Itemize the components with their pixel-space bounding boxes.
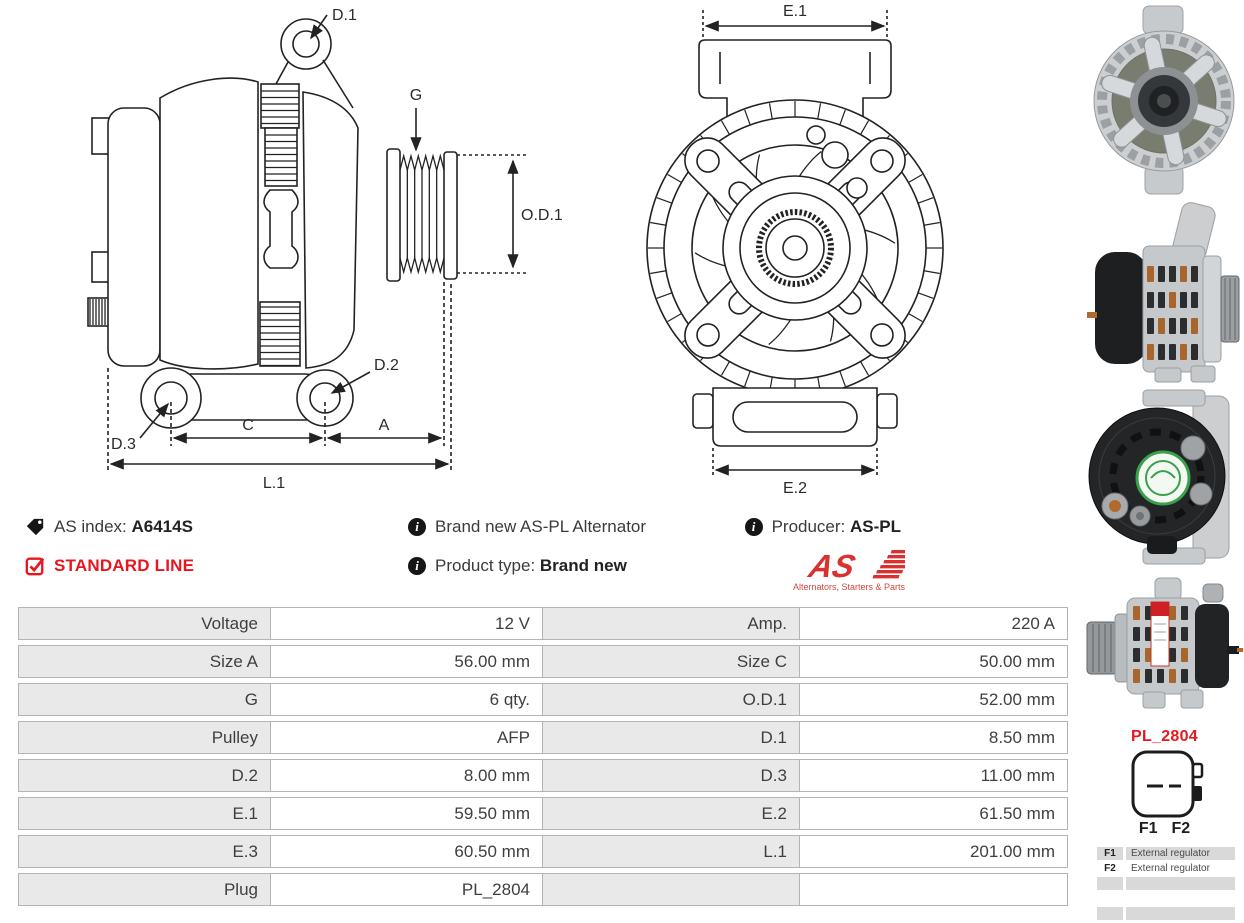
pin-f1-label: F1 — [1138, 820, 1158, 837]
spec-label-cell: D.2 — [18, 759, 271, 792]
info-icon: i — [408, 557, 426, 575]
spec-label-cell: Size A — [18, 645, 271, 678]
dim-label-d1: D.1 — [332, 7, 357, 24]
spec-label-cell: E.1 — [18, 797, 271, 830]
plug-name: PL_2804 — [1130, 728, 1199, 745]
spec-value-cell: 61.50 mm — [800, 797, 1068, 830]
spec-table — [18, 607, 1068, 911]
product-photo-side-label[interactable] — [1085, 572, 1244, 718]
checkbox-checked-icon — [25, 556, 45, 576]
legend-pin — [1097, 877, 1123, 890]
spec-label-cell: E.3 — [18, 835, 271, 868]
info-icon: i — [408, 518, 426, 536]
spec-value-cell: PL_2804 — [271, 873, 543, 906]
legend-row — [1097, 892, 1235, 905]
product-info-row — [0, 505, 1080, 605]
dim-label-d2: D.2 — [374, 357, 399, 374]
product-photo-front[interactable] — [1085, 2, 1244, 198]
legend-desc — [1126, 877, 1235, 890]
side-view-drawing — [8, 0, 568, 500]
legend-pin: F1 — [1097, 847, 1123, 860]
spec-label-cell — [543, 873, 800, 906]
table-row — [18, 759, 1068, 792]
spec-value-cell: 220 A — [800, 607, 1068, 640]
spec-value-cell: 6 qty. — [271, 683, 543, 716]
standard-line-badge: STANDARD LINE — [54, 556, 195, 575]
dim-label-c: C — [242, 417, 254, 434]
spec-value-cell: 8.00 mm — [271, 759, 543, 792]
spec-value-cell: 11.00 mm — [800, 759, 1068, 792]
dim-label-e2: E.2 — [782, 480, 808, 497]
dim-label-od1: O.D.1 — [521, 207, 563, 224]
table-row — [18, 721, 1068, 754]
spec-value-cell: 56.00 mm — [271, 645, 543, 678]
legend-row — [1097, 907, 1235, 920]
spec-value-cell: 52.00 mm — [800, 683, 1068, 716]
spec-label-cell: D.1 — [543, 721, 800, 754]
spec-label-cell: G — [18, 683, 271, 716]
table-row — [18, 835, 1068, 868]
table-row — [18, 797, 1068, 830]
spec-value-cell: 59.50 mm — [271, 797, 543, 830]
product-photos-column — [1085, 0, 1244, 923]
legend-pin — [1097, 892, 1123, 905]
dim-label-a: A — [378, 417, 390, 434]
spec-label-cell: Plug — [18, 873, 271, 906]
product-description: Brand new AS-PL Alternator — [435, 517, 647, 536]
as-index-label: AS index: — [54, 517, 127, 536]
spec-value-cell: 201.00 mm — [800, 835, 1068, 868]
table-row — [18, 873, 1068, 906]
table-row — [18, 607, 1068, 640]
legend-row — [1097, 877, 1235, 890]
connector-diagram — [1085, 748, 1244, 820]
product-type-value: Brand new — [539, 556, 627, 575]
table-row — [18, 645, 1068, 678]
producer-value: AS-PL — [850, 517, 901, 536]
spec-label-cell: E.2 — [543, 797, 800, 830]
spec-value-cell: 50.00 mm — [800, 645, 1068, 678]
pin-f2-label: F2 — [1171, 820, 1191, 837]
tag-icon — [25, 517, 45, 537]
producer-label: Producer: — [771, 517, 846, 536]
spec-label-cell: D.3 — [543, 759, 800, 792]
as-index-line — [54, 517, 193, 537]
spec-label-cell: Pulley — [18, 721, 271, 754]
dim-label-e1: E.1 — [782, 3, 808, 20]
spec-value-cell: 12 V — [271, 607, 543, 640]
spec-label-cell: O.D.1 — [543, 683, 800, 716]
spec-value-cell: 60.50 mm — [271, 835, 543, 868]
front-view-drawing — [630, 0, 960, 500]
spec-label-cell: Voltage — [18, 607, 271, 640]
legend-desc — [1126, 892, 1235, 905]
legend-desc: External regulator — [1126, 847, 1235, 860]
dim-label-l1: L.1 — [262, 475, 286, 492]
producer-line — [772, 517, 901, 537]
table-row — [18, 683, 1068, 716]
legend-pin — [1097, 907, 1123, 920]
as-index-value: A6414S — [131, 517, 193, 536]
legend-row — [1097, 862, 1235, 875]
product-photo-side[interactable] — [1085, 200, 1244, 386]
legend-row — [1097, 847, 1235, 860]
product-type-line — [435, 556, 627, 576]
product-photo-rear[interactable] — [1085, 388, 1244, 566]
spec-value-cell — [800, 873, 1068, 906]
spec-label-cell: L.1 — [543, 835, 800, 868]
as-pl-logo — [767, 546, 905, 594]
legend-desc — [1126, 907, 1235, 920]
legend-desc: External regulator — [1131, 863, 1210, 874]
dim-label-g: G — [409, 87, 423, 104]
product-type-label: Product type: — [435, 556, 536, 575]
spec-value-cell: 8.50 mm — [800, 721, 1068, 754]
info-icon: i — [745, 518, 763, 536]
spec-label-cell: Amp. — [543, 607, 800, 640]
legend-pin: F2 — [1104, 863, 1116, 874]
connector-pin-labels — [1085, 820, 1244, 838]
logo-as-text: AS — [805, 548, 859, 584]
logo-tagline: Alternators, Starters & Parts — [792, 582, 905, 592]
dim-label-d3: D.3 — [111, 436, 136, 453]
spec-value-cell: AFP — [271, 721, 543, 754]
pin-legend — [1097, 847, 1235, 922]
spec-label-cell: Size C — [543, 645, 800, 678]
